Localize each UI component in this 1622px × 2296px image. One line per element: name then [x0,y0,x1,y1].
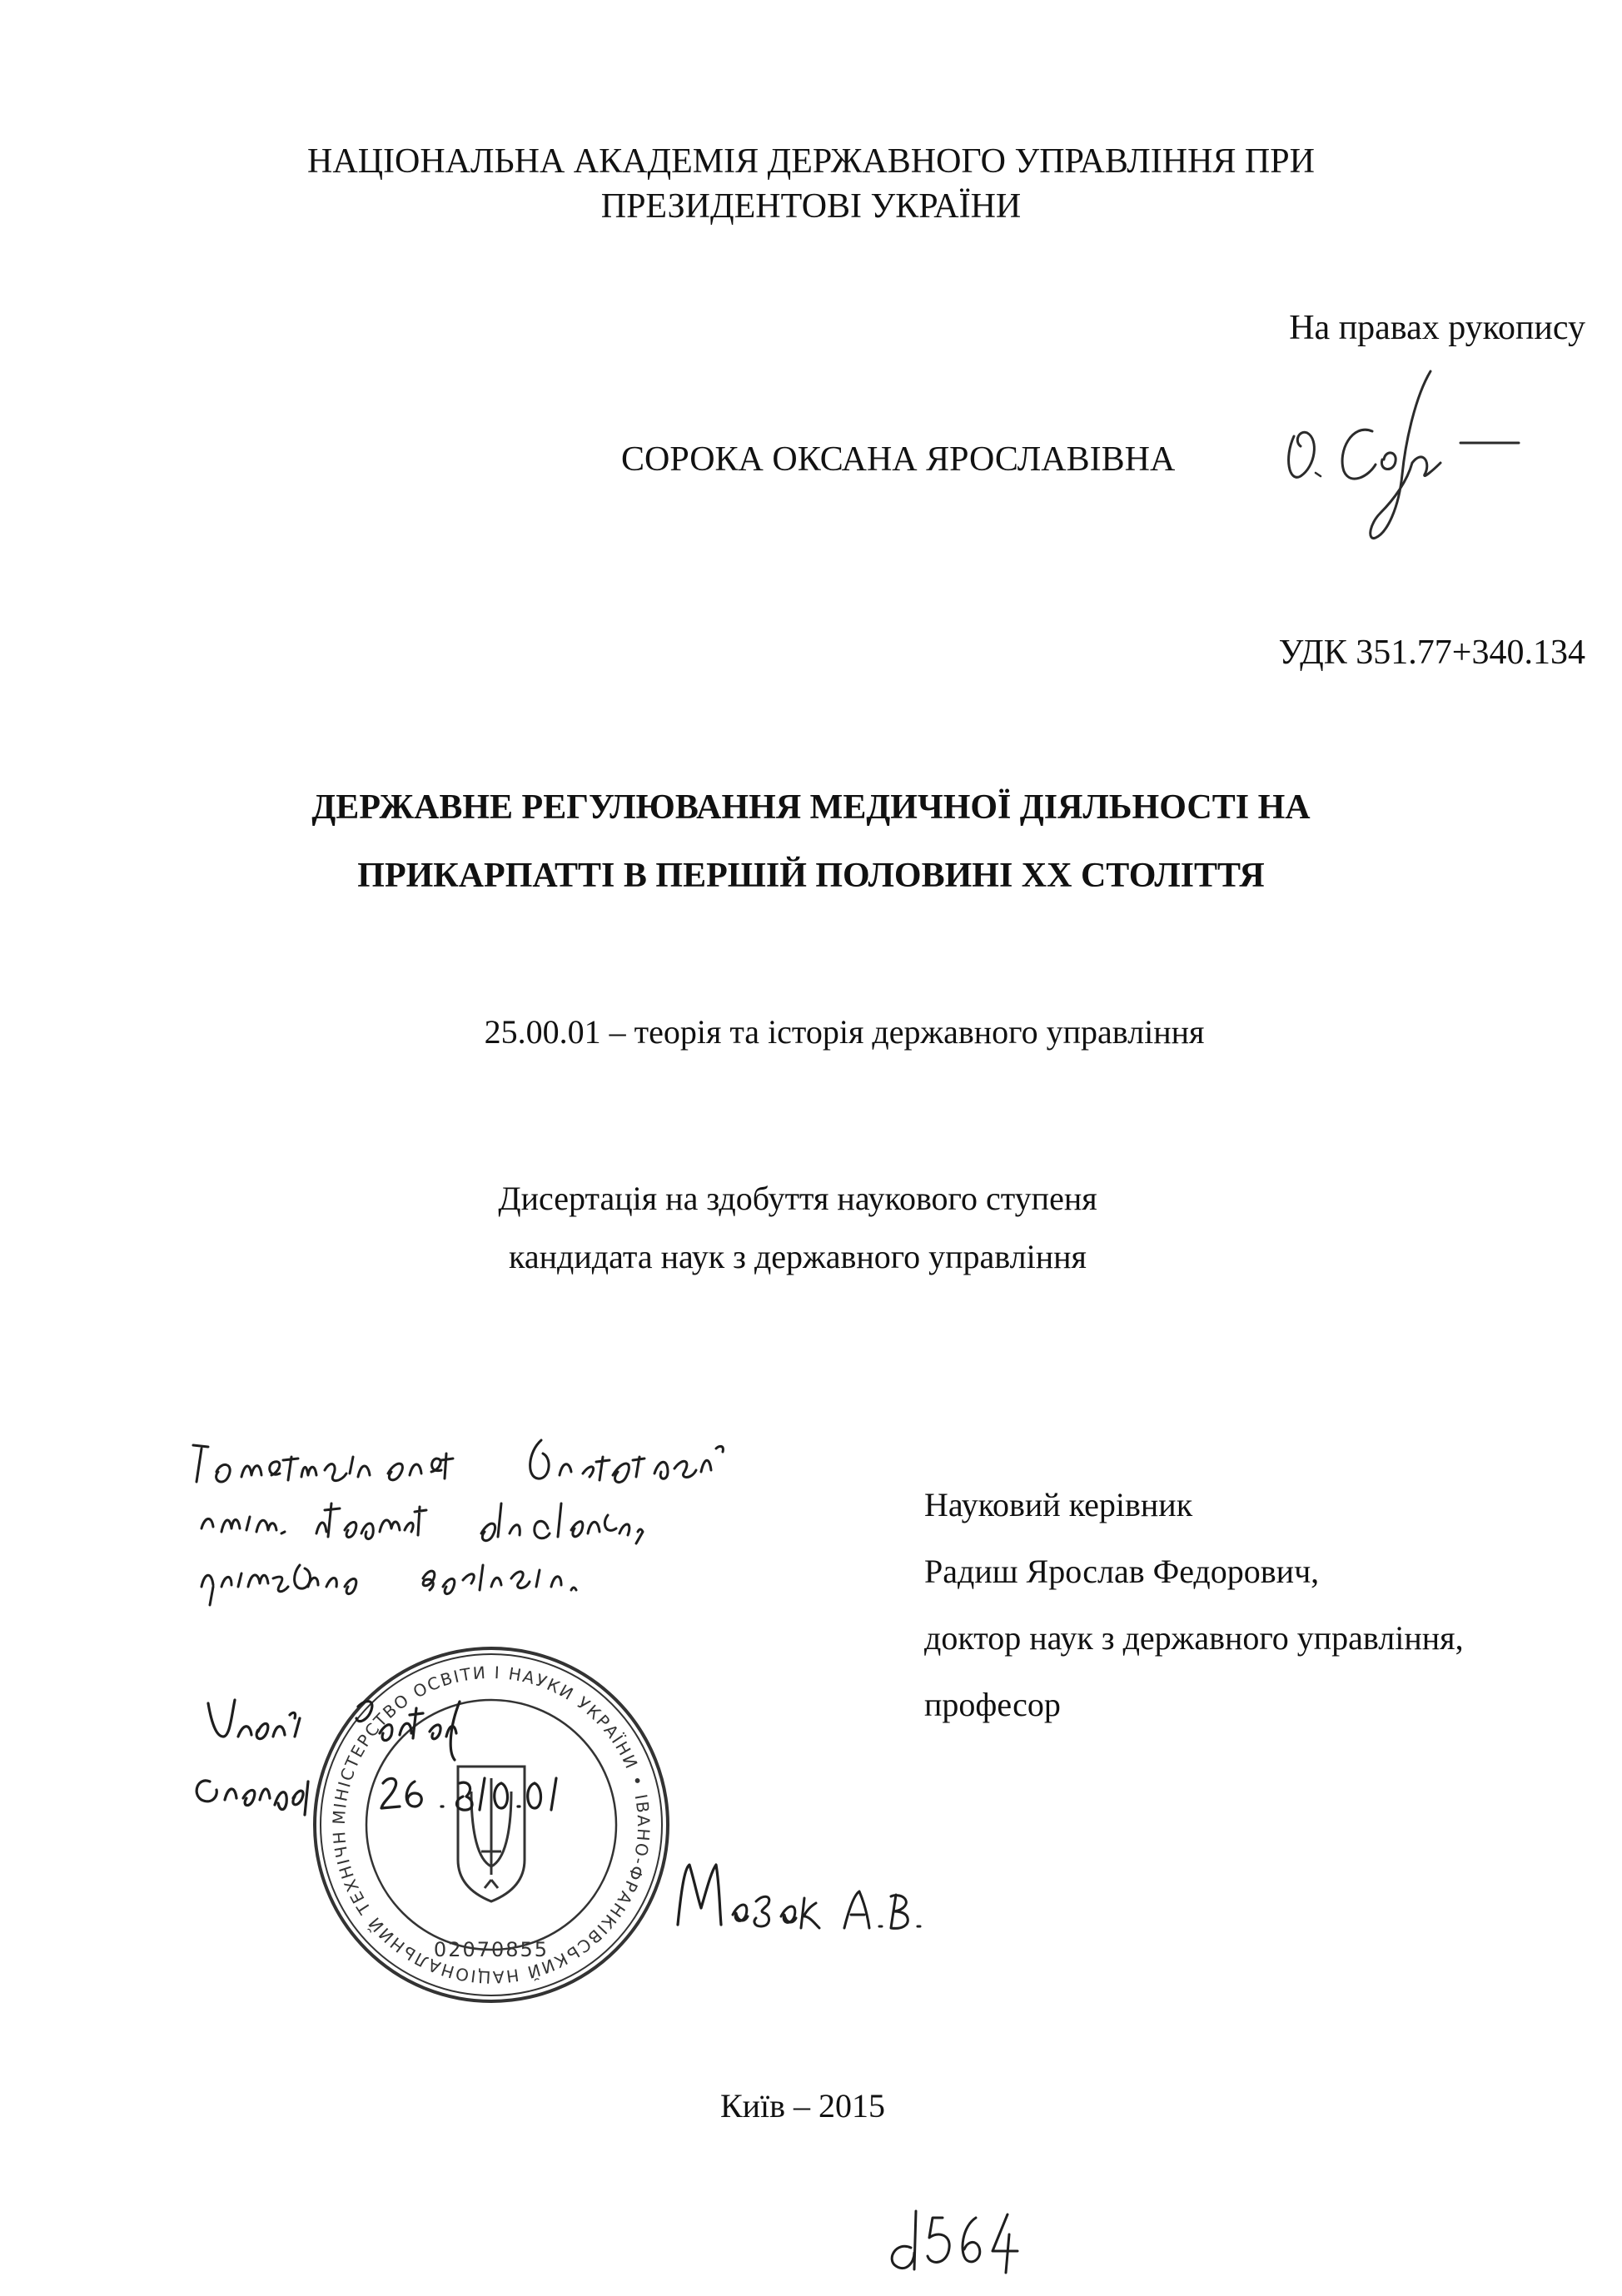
degree-line-2: кандидата наук з державного управління [509,1238,1087,1275]
udc-code: УДК 351.77+340.134 [1278,634,1585,672]
archive-mark [883,2198,1032,2281]
specialty-code: 25.00.01 – теорія та історія державного управління [484,1013,1205,1051]
author-name: СОРОКА ОКСАНА ЯРОСЛАВІВНА [621,440,1176,479]
institution-line-2: ПРЕЗИДЕНТОВІ УКРАЇНИ [600,187,1022,226]
city-year: Київ – 2015 [719,2087,886,2125]
degree-line-1: Дисертація на здобуття наукового ступеня [498,1180,1097,1217]
dissertation-title-line-1: ДЕРЖАВНЕ РЕГУЛЮВАННЯ МЕДИЧНОЇ ДІЯЛЬНОСТІ НА [311,788,1311,827]
svg-text:02070855: 02070855 [433,1938,550,1961]
supervisor-role: Науковий керівник [924,1486,1193,1523]
dissertation-title-line-2: ПРИКАРПАТТІ В ПЕРШІЙ ПОЛОВИНІ ХХ СТОЛІТТЯ [357,857,1265,895]
supervisor-title: професор [924,1686,1061,1723]
supervisor-degree: доктор наук з державного управління, [924,1619,1464,1657]
secretary-signature [666,1848,949,1948]
supervisor-name: Радиш Ярослав Федорович, [924,1553,1320,1590]
author-signature [1282,366,1557,558]
svg-text:МІНІСТЕРСТВО ОСВІТИ І НАУКИ УК: МІНІСТЕРСТВО ОСВІТИ І НАУКИ УКРАЇНИ • ІВАНО-ФРАНКІВСЬКИЙ НАЦІОНАЛЬНИЙ ТЕХНІЧНИЙ УНІВЕРСИТЕТ НАФТИ І ГАЗУ [300,1626,654,1988]
institution-line-1: НАЦІОНАЛЬНА АКАДЕМІЯ ДЕРЖАВНОГО УПРАВЛІННЯ ПРИ [307,142,1315,181]
manuscript-note: На правах рукопису [1289,309,1585,347]
